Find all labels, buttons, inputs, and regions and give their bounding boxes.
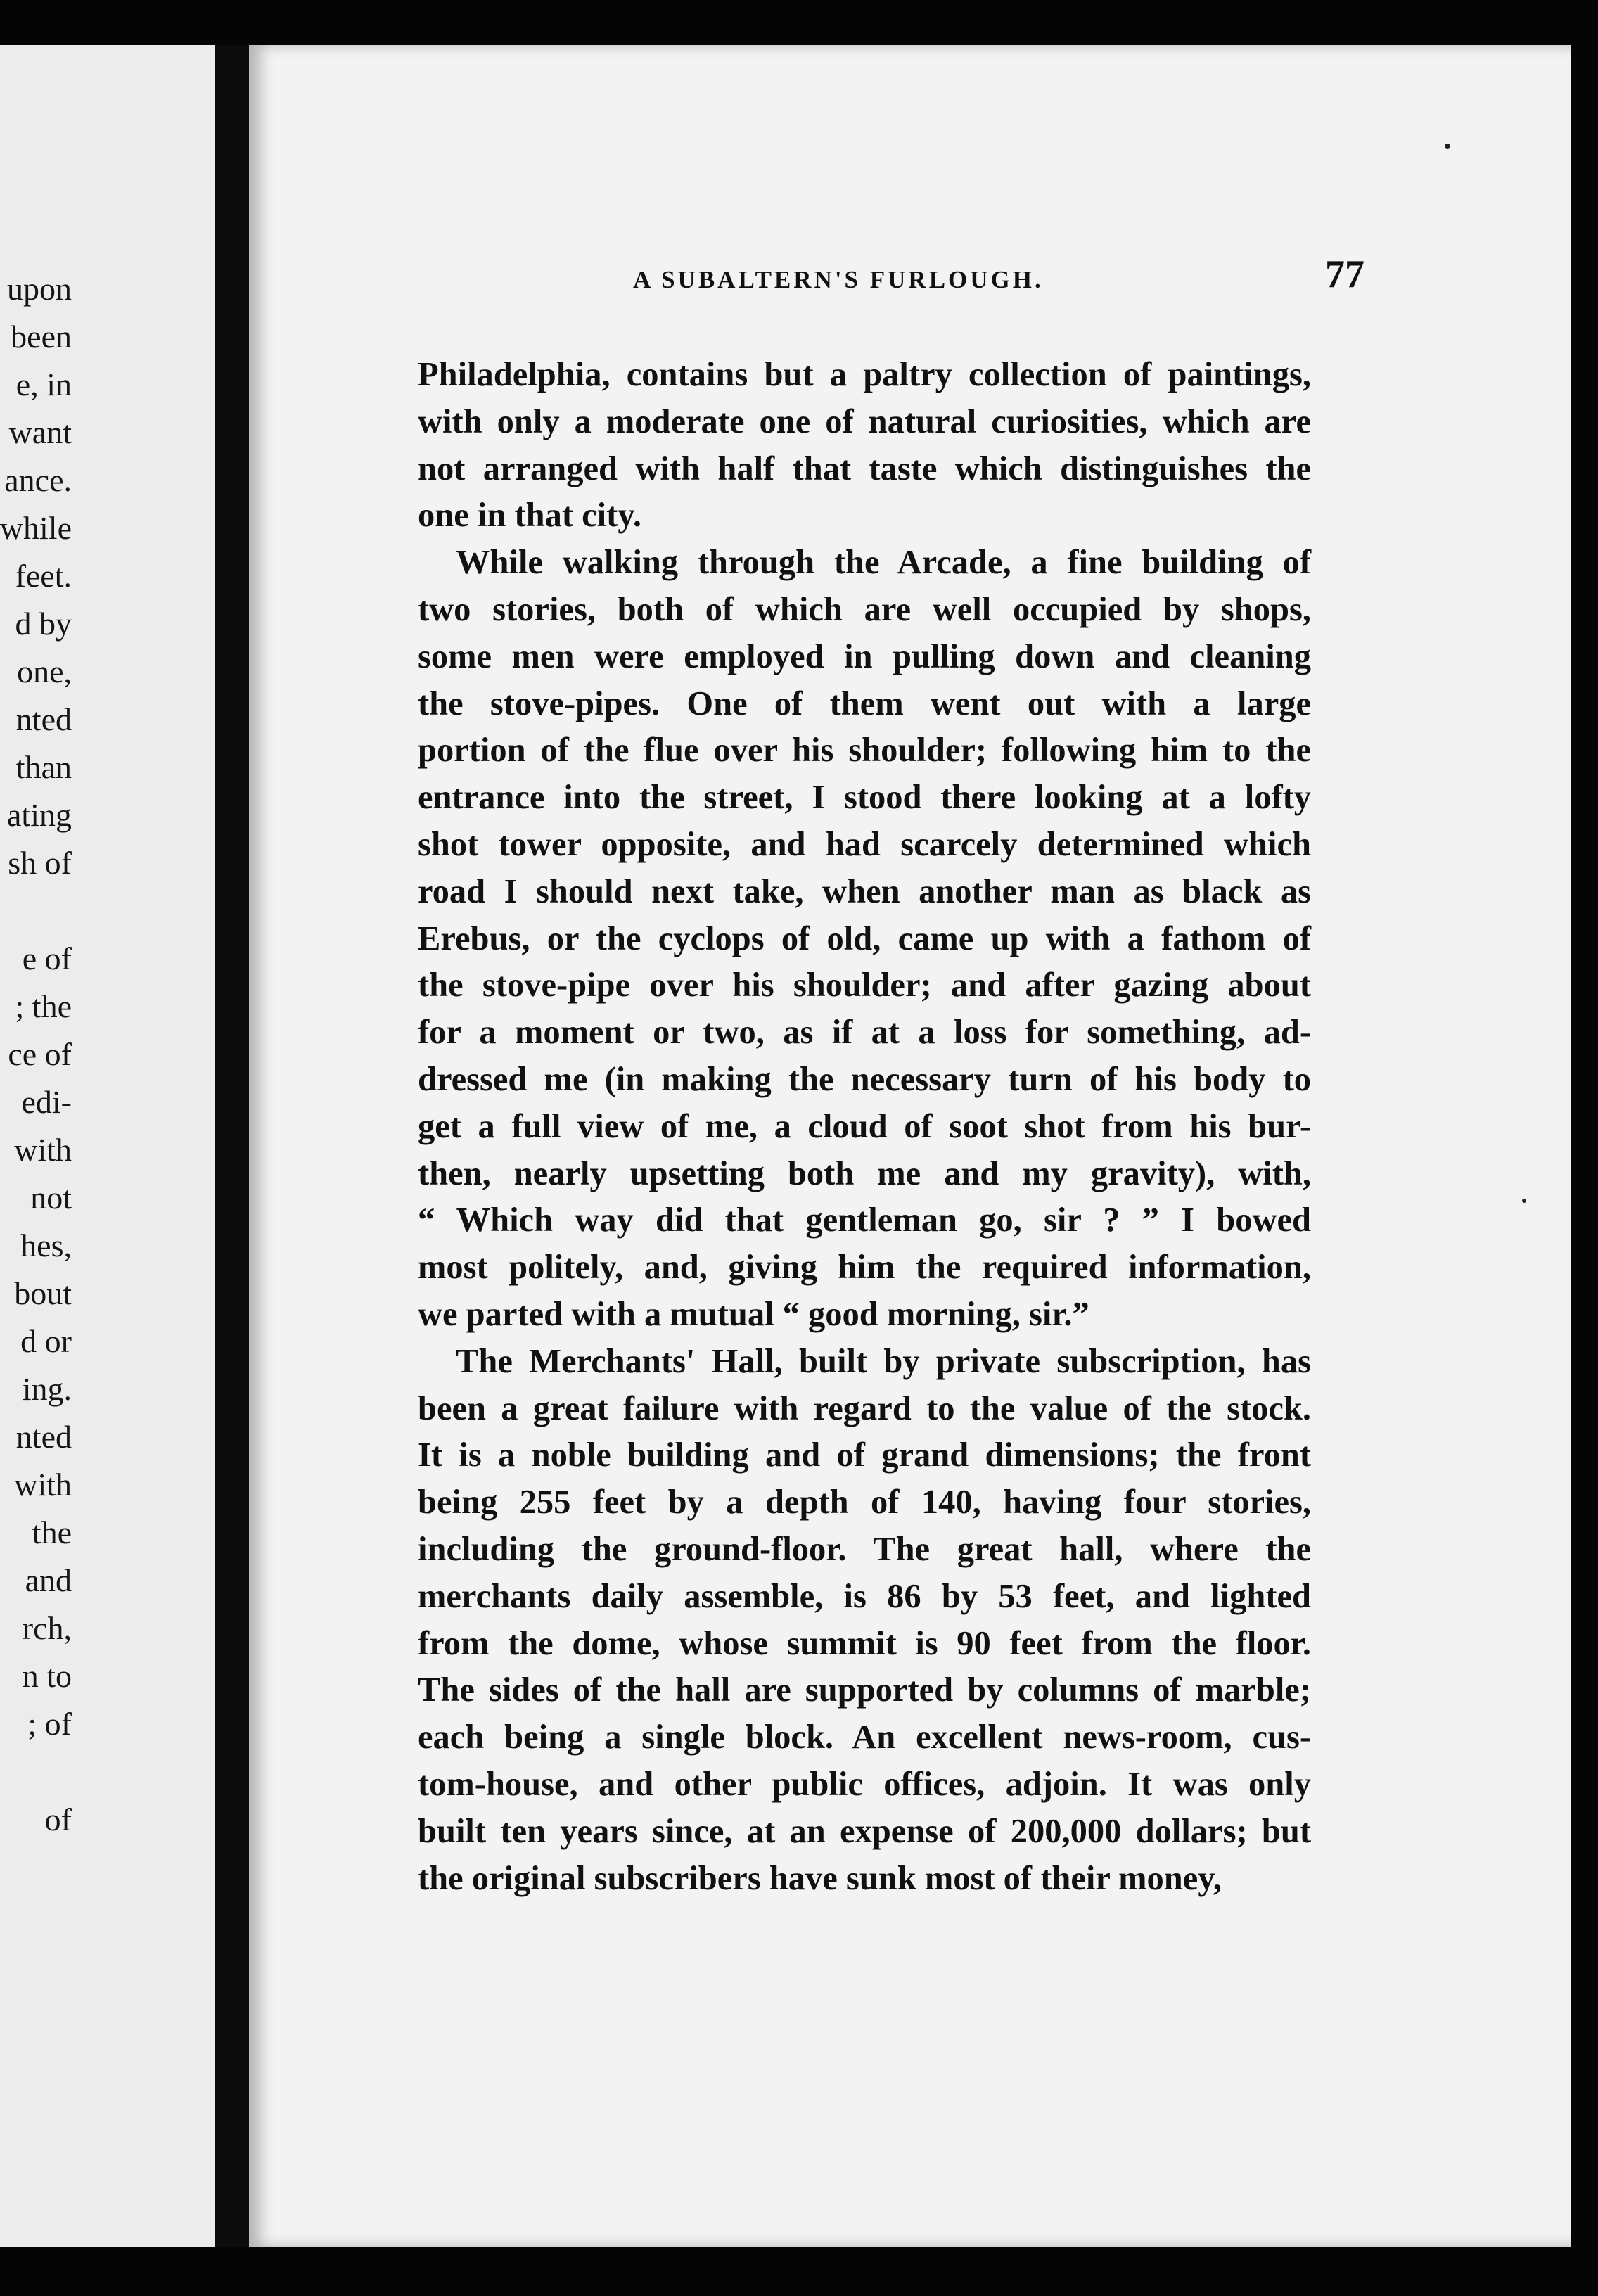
left-page-text-fragment: one, bbox=[17, 653, 72, 689]
text-line: The sides of the hall are supported by columns of marble; bbox=[418, 1671, 1311, 1709]
text-line: dressed me (in making the necessary turn of his body to bbox=[418, 1060, 1311, 1098]
text-line: two stories, both of which are well occupied by shops, bbox=[418, 590, 1311, 628]
text-line: being 255 feet by a depth of 140, having four stories, bbox=[418, 1484, 1311, 1522]
paragraph bbox=[418, 540, 1311, 1339]
left-page-text-fragment: ating bbox=[7, 797, 72, 833]
left-page-text-fragment: d or bbox=[20, 1323, 72, 1359]
left-page-text-fragment: ing. bbox=[22, 1371, 72, 1407]
left-page-text-fragment: nted bbox=[15, 1419, 72, 1455]
running-title: A SUBALTERN'S FURLOUGH. bbox=[633, 266, 1044, 293]
text-line: the stove-pipe over his shoulder; and after gazing about bbox=[418, 967, 1311, 1005]
text-line: road I should next take, when another man as black as bbox=[418, 872, 1311, 910]
left-page-text-fragment: with bbox=[14, 1132, 72, 1168]
scan-speck bbox=[1522, 1199, 1526, 1203]
text-line: The Merchants' Hall, built by private subscription, has bbox=[456, 1342, 1311, 1380]
paragraph bbox=[418, 1339, 1311, 1903]
text-line: “ Which way did that gentleman go, sir ? ” I bowed bbox=[418, 1201, 1311, 1239]
left-page-text-fragment: been bbox=[11, 319, 72, 355]
left-page-text-fragment: sh of bbox=[8, 845, 72, 881]
left-page-text-fragment: e of bbox=[22, 940, 72, 976]
left-page-text-fragment: than bbox=[15, 749, 72, 785]
text-line: some men were employed in pulling down and cleaning bbox=[418, 637, 1311, 675]
running-head bbox=[394, 248, 1386, 311]
text-line: most politely, and, giving him the required information, bbox=[418, 1249, 1311, 1287]
left-page-text-fragment: and bbox=[25, 1562, 72, 1598]
left-page-text-fragment: hes, bbox=[20, 1227, 72, 1263]
left-page-text-fragment: d by bbox=[15, 606, 72, 642]
left-page-text-fragment: of bbox=[44, 1801, 72, 1837]
text-line: including the ground-floor. The great hall, where the bbox=[418, 1530, 1311, 1568]
text-line: merchants daily assemble, is 86 by 53 feet, and lighted bbox=[418, 1577, 1311, 1615]
text-line: Philadelphia, contains but a paltry collection of paintings, bbox=[418, 356, 1311, 393]
text-line: shot tower opposite, and had scarcely determined which bbox=[418, 825, 1311, 863]
text-line: the original subscribers have sunk most of their money, bbox=[418, 1859, 1222, 1897]
text-line: Erebus, or the cyclops of old, came up with a fathom of bbox=[418, 919, 1311, 957]
text-line: It is a noble building and of grand dimensions; the front bbox=[418, 1436, 1311, 1474]
left-page-text-fragment: bout bbox=[14, 1275, 72, 1311]
text-line: with only a moderate one of natural curiosities, which are bbox=[418, 402, 1311, 440]
text-line: built ten years since, at an expense of 200,000 dollars; but bbox=[418, 1812, 1311, 1850]
page-number: 77 bbox=[1325, 253, 1364, 296]
left-page-text-fragment: edi- bbox=[21, 1084, 72, 1120]
text-line: tom-house, and other public offices, adjoin. It was only bbox=[418, 1765, 1311, 1803]
text-line: then, nearly upsetting both me and my gravity), with, bbox=[418, 1154, 1311, 1192]
left-page-text-fragment: rch, bbox=[22, 1610, 72, 1646]
left-page-text-fragment: ; of bbox=[27, 1706, 72, 1742]
left-page-text-fragment: ; the bbox=[15, 988, 72, 1024]
left-facing-page bbox=[0, 45, 215, 2247]
text-line: not arranged with half that taste which distinguishes the bbox=[418, 449, 1311, 487]
left-page-text-fragment: not bbox=[30, 1180, 72, 1216]
book-gutter bbox=[215, 45, 249, 2247]
left-page-text-fragment: e, in bbox=[15, 366, 72, 402]
left-page-text-fragment: want bbox=[8, 414, 72, 450]
text-line: entrance into the street, I stood there looking at a lofty bbox=[418, 779, 1311, 817]
left-page-text-fragment: upon bbox=[7, 271, 72, 307]
left-page-text-fragment: with bbox=[14, 1467, 72, 1503]
text-line: one in that city. bbox=[418, 497, 641, 535]
left-page-text-fragment: ce of bbox=[8, 1036, 72, 1072]
paragraph bbox=[418, 352, 1311, 540]
text-line: the stove-pipes. One of them went out with a large bbox=[418, 684, 1311, 722]
left-page-text-fragment: the bbox=[32, 1514, 72, 1550]
text-line: been a great failure with regard to the value of the stock. bbox=[418, 1389, 1311, 1427]
text-line: from the dome, whose summit is 90 feet from the floor. bbox=[418, 1624, 1311, 1662]
left-page-text-fragment: while bbox=[0, 510, 72, 546]
left-page-text-fragment: feet. bbox=[15, 558, 72, 594]
left-page-text-fragment: nted bbox=[15, 701, 72, 737]
left-page-text-fragment: n to bbox=[22, 1658, 72, 1694]
body-text bbox=[418, 352, 1311, 1902]
text-line: each being a single block. An excellent news-room, cus- bbox=[418, 1718, 1311, 1756]
text-line: for a moment or two, as if at a loss for something, ad- bbox=[418, 1014, 1311, 1052]
text-line: we parted with a mutual “ good morning, sir.” bbox=[418, 1295, 1089, 1333]
text-line: get a full view of me, a cloud of soot shot from his bur- bbox=[418, 1107, 1311, 1145]
scan-speck bbox=[1445, 144, 1450, 149]
text-line: While walking through the Arcade, a fine building of bbox=[456, 544, 1311, 582]
text-line: portion of the flue over his shoulder; following him to the bbox=[418, 732, 1311, 770]
left-page-text-fragment: ance. bbox=[4, 462, 72, 498]
